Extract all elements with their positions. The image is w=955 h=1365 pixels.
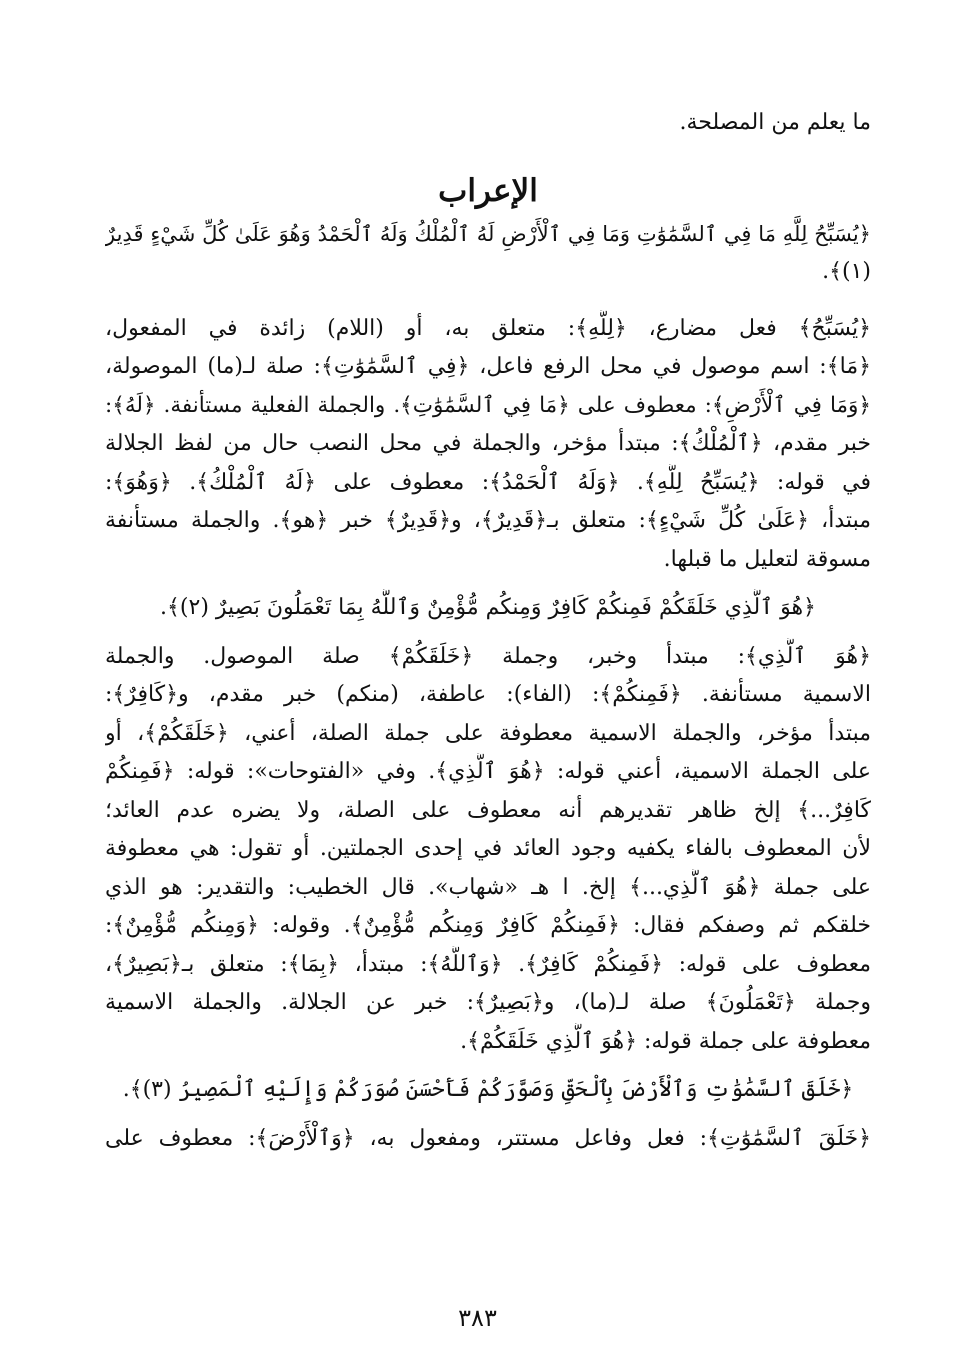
verse-block-1 (105, 215, 871, 292)
text-line: كَافِرٌ...﴾ إلخ ظاهر تقديرهم أنه معطوف على الصلة، ولا يضره عدم العائد؛ (105, 797, 871, 823)
text-line: مبتدأ مؤخر، والجملة الاسمية معطوفة على جملة الصلة، أعني، ﴿خَلَقَكُمْ﴾، أو (105, 720, 871, 746)
verse-block-3: ﴿خَلَقَ ٱلسَّمَٰوَٰتِ وَٱلْأَرْضَ بِٱلْحَقِّ وَصَوَّرَكُمْ فَأَحْسَنَ صُوَرَكُمْ وَإِلَيْهِ ٱلْمَصِيرُ (٣)﴾. (122, 1077, 854, 1102)
text-line: خلقكم ثم وصفكم فقال: ﴿فَمِنكُمْ كَافِرٌ وَمِنكُم مُّؤْمِنٌ﴾. وقوله: ﴿وَمِنكُم مُّؤْمِنٌ﴾: (105, 913, 871, 938)
text-line: ﴿خَلَقَ ٱلسَّمَٰوَٰتِ﴾: فعل وفاعل مستتر، ومفعول به، ﴿وَٱلْأَرْضَ﴾: معطوف على (105, 1125, 871, 1151)
text-line: مبتدأ، ﴿عَلَىٰ كُلِّ شَيْءٍ﴾: متعلق بـ﴿قَدِيرٌ﴾، و﴿قَدِيرٌ﴾ خبر ﴿هو﴾. والجملة مستأنفة (105, 508, 871, 533)
text-line: وجملة ﴿تَعْمَلُونَ﴾ صلة لـ(ما)، و﴿بَصِيرٌ﴾: خبر عن الجلالة. والجملة الاسمية (105, 990, 871, 1015)
text-line: معطوفة على جملة قوله: ﴿هُوَ ٱلَّذِي خَلَقَكُمْ﴾. (460, 1028, 871, 1054)
text-line: ﴿وَمَا فِي ٱلْأَرْضِ﴾: معطوف على ﴿مَا فِي ٱلسَّمَٰوَٰتِ﴾. والجملة الفعلية مستأنفة. ﴿لَهُ﴾: (105, 392, 871, 418)
parsing-paragraph-3 (105, 1120, 871, 1159)
page-number: ٣٨٣ (458, 1304, 497, 1332)
verse-block-2: ﴿هُوَ ٱلَّذِي خَلَقَكُمْ فَمِنكُمْ كَافِرٌ وَمِنكُم مُّؤْمِنٌ وَٱللَّهُ بِمَا تَعْمَلُونَ بَصِيرٌ (٢)﴾. (160, 595, 816, 620)
verse-line: (١)﴾. (822, 259, 871, 284)
section-title: الإعراب (438, 172, 538, 209)
text-line: ﴿هُوَ ٱلَّذِي﴾: مبتدأ وخبر، وجملة ﴿خَلَقَكُمْ﴾ صلة الموصول. والجملة (105, 643, 871, 669)
text-line: لأن المعطوف بالفاء يكفيه وجود العائد في إحدى الجملتين. أو تقول: هي معطوفة (105, 836, 871, 861)
intro-line: ما يعلم من المصلحة. (679, 110, 871, 135)
text-line: على جملة ﴿هُوَ ٱلَّذِي...﴾ إلخ. ا هـ «شهاب». قال الخطيب: والتقدير: هو الذي (105, 874, 871, 900)
verse-line: ﴿يُسَبِّحُ لِلَّهِ مَا فِي ٱلسَّمَٰوَٰتِ وَمَا فِي ٱلْأَرْضِ لَهُ ٱلْمُلْكُ وَلَهُ ٱلْحَمْدُ وَهُوَ عَلَىٰ كُلِّ شَيْءٍ قَدِيرٌ (105, 221, 871, 246)
text-line: مسوقة لتعليل ما قبلها. (663, 546, 871, 572)
text-line: خبر مقدم، ﴿ٱلْمُلْكُ﴾: مبتدأ مؤخر، والجملة في محل النصب حال من لفظ الجلالة (105, 431, 871, 456)
text-line: معطوف على قوله: ﴿فَمِنكُمْ كَافِرٌ﴾. ﴿وَٱللَّهُ﴾: مبتدأ، ﴿بِمَا﴾: متعلق بـ﴿بَصِيرٌ﴾، (105, 951, 871, 977)
text-line: على الجملة الاسمية، أعني قوله: ﴿هُوَ ٱلَّذِي﴾. وفي «الفتوحات»: قوله: ﴿فَمِنكُمْ (105, 759, 871, 784)
text-line: ﴿مَا﴾: اسم موصول في محل الرفع فاعل، ﴿فِي ٱلسَّمَٰوَٰتِ﴾: صلة لـ(ما) الموصولة، (105, 354, 871, 379)
parsing-paragraph-2 (105, 638, 871, 1062)
text-line: الاسمية مستأنفة. ﴿فَمِنكُمْ﴾: (الفاء): عاطفة، (منكم) خبر مقدم، و﴿كَافِرٌ﴾: (105, 682, 871, 707)
text-line: ﴿يُسَبِّحُ﴾ فعل مضارع، ﴿لِلَّهِ﴾: متعلق به، أو (اللام) زائدة في المفعول، (105, 315, 871, 341)
parsing-paragraph-1 (105, 310, 871, 580)
text-line: في قوله: ﴿يُسَبِّحُ لِلَّهِ﴾. ﴿وَلَهُ ٱلْحَمْدُ﴾: معطوف على ﴿لَهُ ٱلْمُلْكُ﴾. ﴿وَهُوَ﴾: (105, 469, 871, 495)
